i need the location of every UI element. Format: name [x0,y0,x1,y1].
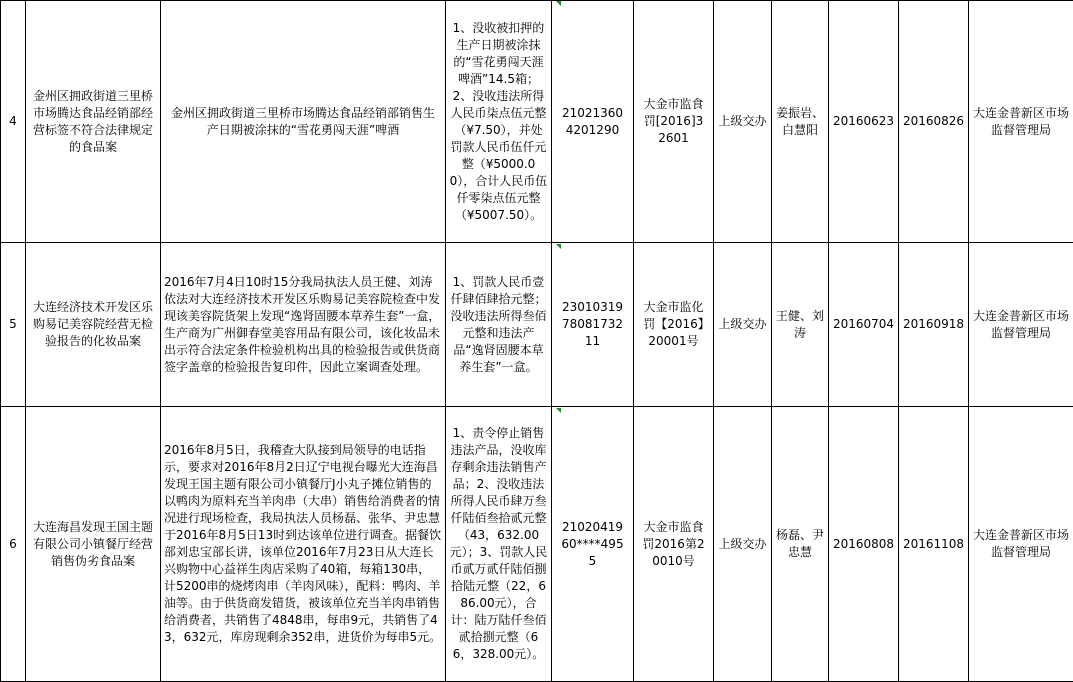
case-name-cell[interactable]: 大连海昌发现王国主题有限公司小镇餐厅经营销售伪劣食品案 [26,407,161,682]
id-code-cell[interactable]: 2102041960****4955 [552,407,634,682]
closing-date-cell[interactable]: 20160918 [899,243,969,407]
closing-date-cell[interactable]: 20161108 [899,407,969,682]
closing-date-cell[interactable]: 20160826 [899,1,969,243]
penalty-content-cell[interactable]: 1、责令停止销售违法产品，没收库存剩余违法销售产品；2、没收违法所得人民币肆万叁仟陆佰叁拾贰元整（43，632.00元）；3、罚款人民币贰万贰仟陆佰捌拾陆元整（22，686.00元），合计：陆万陆仟叁佰贰拾捌元整（66，328.00元）。 [446,407,552,682]
cell-comment-marker-icon[interactable] [556,244,561,249]
case-facts-cell[interactable]: 2016年8月5日，我稽查大队接到局领导的电话指示，要求对2016年8月2日辽宁电视台曝光大连海昌发现王国主题有限公司小镇餐厅J小丸子摊位销售的以鸭肉为原料充当羊肉串（大串）销售给消费者的情况进行现场检查，我局执法人员杨磊、张华、尹忠慧于2016年8月5日13时到达该单位进行调查。据餐饮部刘忠宝部长讲，该单位2016年7月23日从大连长兴购物中心益祥生肉店采购了40箱，每箱130串，计5200串的烧烤肉串（羊肉风味），配料：鸭肉、羊油等。由于供货商发错货，被该单位充当羊肉串销售给消费者，共销售了4848串，每串9元，共销售了43，632元，库房现剩余352串，进货价为每串5元。 [161,407,446,682]
table-row [1,407,1073,682]
table-row [1,243,1073,407]
id-code-cell[interactable]: 210213604201290 [552,1,634,243]
penalty-content-cell[interactable]: 1、罚款人民币壹仟肆佰肆拾元整；没收违法所得叁佰元整和违法产品“逸肾固腰本草养生套”一盒。 [446,243,552,407]
handlers-cell[interactable]: 王健、刘涛 [772,243,829,407]
filing-date-cell[interactable]: 20160623 [829,1,899,243]
agency-cell[interactable]: 大连金普新区市场监督管理局 [969,1,1073,243]
case-name-cell[interactable]: 大连经济技术开发区乐购易记美容院经营无检验报告的化妆品案 [26,243,161,407]
document-number-cell[interactable]: 大金市监食罚2016第20010号 [634,407,714,682]
case-facts-cell[interactable]: 金州区拥政街道三里桥市场腾达食品经销部销售生产日期被涂抹的“雪花勇闯天涯”啤酒 [161,1,446,243]
penalty-content-cell[interactable]: 1、没收被扣押的生产日期被涂抹的“雪花勇闯天涯啤酒”14.5箱；2、没收违法所得人民币柒点伍元整（¥7.50），并处罚款人民币伍仟元整（¥5000.00），合计人民币伍仟零柒点伍元整（¥5007.50）。 [446,1,552,243]
cell-comment-marker-icon[interactable] [556,1,561,6]
agency-cell[interactable]: 大连金普新区市场监督管理局 [969,243,1073,407]
document-number-cell[interactable]: 大金市监化罚【2016】20001号 [634,243,714,407]
filing-date-cell[interactable]: 20160704 [829,243,899,407]
row-index-cell[interactable]: 4 [1,1,26,243]
row-index-cell[interactable]: 6 [1,407,26,682]
agency-cell[interactable]: 大连金普新区市场监督管理局 [969,407,1073,682]
case-name-cell[interactable]: 金州区拥政街道三里桥市场腾达食品经销部经营标签不符合法律规定的食品案 [26,1,161,243]
case-source-cell[interactable]: 上级交办 [714,407,772,682]
handlers-cell[interactable]: 杨磊、尹忠慧 [772,407,829,682]
case-facts-cell[interactable]: 2016年7月4日10时15分我局执法人员王健、刘涛依法对大连经济技术开发区乐购易记美容院检查中发现该美容院货架上发现“逸肾固腰本草养生套”一盒，生产商为广州御春堂美容用品有限公司，该化妆品未出示符合法定条件检验机构出具的检验报告或供货商签字盖章的检验报告复印件，因此立案调查处理。 [161,243,446,407]
case-source-cell[interactable]: 上级交办 [714,243,772,407]
id-code-cell[interactable]: 230103197808173211 [552,243,634,407]
document-number-cell[interactable]: 大金市监食罚[2016]32601 [634,1,714,243]
handlers-cell[interactable]: 姜振岩、白慧阳 [772,1,829,243]
filing-date-cell[interactable]: 20160808 [829,407,899,682]
table-row [1,1,1073,243]
cell-comment-marker-icon[interactable] [556,408,561,413]
row-index-cell[interactable]: 5 [1,243,26,407]
case-source-cell[interactable]: 上级交办 [714,1,772,243]
